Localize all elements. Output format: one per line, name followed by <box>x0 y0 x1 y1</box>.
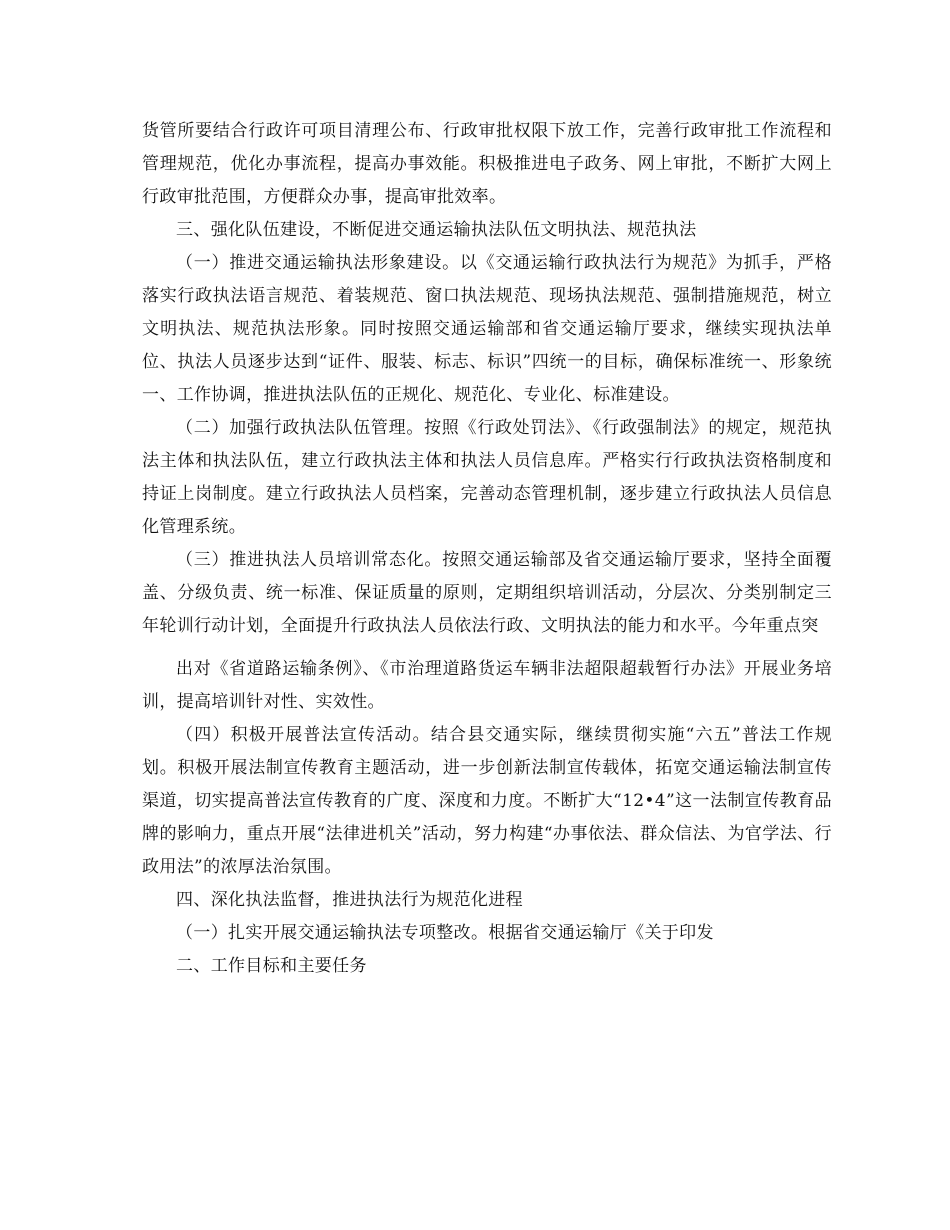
paragraph-training: （三）推进执法人员培训常态化。按照交通运输部及省交通运输厅要求，坚持全面覆盖、分级负责、统一标准、保证质量的原则，定期组织培训活动，分层次、分类别制定三年轮训行动计划，全面提升行政执法人员依法行政、文明执法的能力和水平。今年重点突 <box>142 550 832 636</box>
heading-supervision: 四、深化执法监督，推进执法行为规范化进程 <box>176 890 523 910</box>
paragraph-training-continued: 出对《省道路运输条例》、《市治理道路货运车辆非法超限超载暂行办法》开展业务培训，提高培训针对性、实效性。 <box>142 659 832 712</box>
paragraph-image-building: （一）推进交通运输执法形象建设。以《交通运输行政执法行为规范》为抓手，严格落实行政执法语言规范、着装规范、窗口执法规范、现场执法规范、强制措施规范，树立文明执法、规范执法形象。同时按照交通运输部和省交通运输厅要求，继续实现执法单位、执法人员逐步达到“证件、服装、标志、标识”四统一的目标，确保标准统一、形象统一、工作协调，推进执法队伍的正规化、规范化、专业化、标准建设。 <box>142 253 832 405</box>
paragraph-approval-reform: 货管所要结合行政许可项目清理公布、行政审批权限下放工作，完善行政审批工作流程和管理规范，优化办事流程，提高办事效能。积极推进电子政务、网上审批，不断扩大网上行政审批范围，方便群众办事，提高审批效率。 <box>142 121 832 207</box>
heading-goals-tasks: 二、工作目标和主要任务 <box>176 956 367 976</box>
heading-team-building: 三、强化队伍建设，不断促进交通运输执法队伍文明执法、规范执法 <box>176 220 697 240</box>
paragraph-team-management: （二）加强行政执法队伍管理。按照《行政处罚法》、《行政强制法》的规定，规范执法主体和执法队伍，建立行政执法主体和执法人员信息库。严格实行行政执法资格制度和持证上岗制度。建立行政执法人员档案，完善动态管理机制，逐步建立行政执法人员信息化管理系统。 <box>142 418 832 537</box>
document-body <box>142 115 832 983</box>
paragraph-special-rectification: （一）扎实开展交通运输执法专项整改。根据省交通运输厅《关于印发 <box>176 923 714 943</box>
paragraph-publicity: （四）积极开展普法宣传活动。结合县交通实际，继续贯彻实施“六五”普法工作规划。积极开展法制宣传教育主题活动，进一步创新法制宣传载体，拓宽交通运输法制宣传渠道，切实提高普法宣传教育的广度、深度和力度。不断扩大“12•4”这一法制宣传教育品牌的影响力，重点开展“法律进机关”活动，努力构建“办事依法、群众信法、为官学法、行政用法”的浓厚法治氛围。 <box>142 725 832 877</box>
